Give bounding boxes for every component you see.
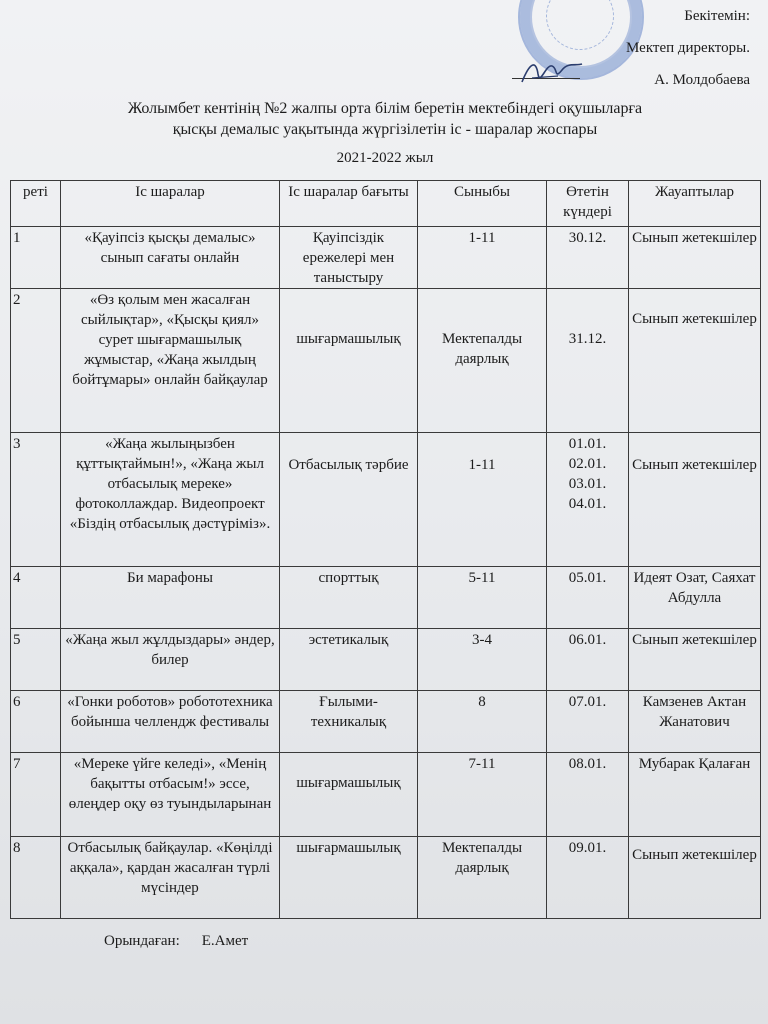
director-signature — [518, 56, 588, 88]
approval-heading: Бекітемін: — [684, 8, 750, 24]
row-num: 5 — [11, 629, 61, 691]
row-grade: 7-11 — [418, 753, 547, 837]
row-direction: Ғылыми-техникалық — [280, 691, 418, 753]
row-responsible: Сынып жетекшілер — [629, 433, 761, 567]
row-days: 31.12. — [547, 289, 629, 433]
executor-label: Орындаған: — [104, 933, 180, 949]
row-responsible: Идеят Озат, Саяхат Абдулла — [629, 567, 761, 629]
row-direction: шығармашылық — [280, 289, 418, 433]
row-direction: Отбасылық тәрбие — [280, 433, 418, 567]
approval-director-name: А. Молдобаева — [654, 72, 750, 88]
row-grade: Мектепалды даярлық — [418, 837, 547, 919]
row-days: 08.01. — [547, 753, 629, 837]
row-event: «Қауіпсіз қысқы демалыс» сынып сағаты онлайн — [61, 227, 280, 289]
row-grade: 8 — [418, 691, 547, 753]
row-num: 3 — [11, 433, 61, 567]
row-direction: шығармашылық — [280, 753, 418, 837]
table-row — [11, 433, 761, 567]
header-responsible: Жауаптылар — [629, 181, 761, 227]
row-num: 7 — [11, 753, 61, 837]
row-grade: 1-11 — [418, 227, 547, 289]
executor-name: Е.Амет — [201, 933, 249, 949]
table-header-row — [11, 181, 761, 227]
document-title — [60, 98, 710, 140]
row-event: Отбасылық байқаулар. «Көңілді аққала», қардан жасалған түрлі мүсіндер — [61, 837, 280, 919]
row-num: 6 — [11, 691, 61, 753]
header-direction: Іс шаралар бағыты — [280, 181, 418, 227]
table-row — [11, 567, 761, 629]
row-days: 30.12. — [547, 227, 629, 289]
row-event: «Жаңа жылыңызбен құттықтаймын!», «Жаңа жыл отбасылық мереке» фотоколлаждар. Видеопроект «Біздің отбасылық дәстүріміз». — [61, 433, 280, 567]
row-days: 06.01. — [547, 629, 629, 691]
row-grade: 3-4 — [418, 629, 547, 691]
row-direction: спорттық — [280, 567, 418, 629]
footer-executor — [104, 933, 248, 950]
row-responsible: Камзенев Актан Жанатович — [629, 691, 761, 753]
row-responsible: Сынып жетекшілер — [629, 837, 761, 919]
row-num: 2 — [11, 289, 61, 433]
table-row — [11, 289, 761, 433]
table-row — [11, 227, 761, 289]
row-grade: Мектепалды даярлық — [418, 289, 547, 433]
row-num: 8 — [11, 837, 61, 919]
title-line-2: қысқы демалыс уақытында жүргізілетін іс - шаралар жоспары — [172, 121, 598, 138]
table-row — [11, 753, 761, 837]
row-responsible: Сынып жетекшілер — [629, 227, 761, 289]
title-line-1: Жолымбет кентінің №2 жалпы орта білім беретін мектебіндегі оқушыларға — [127, 100, 643, 117]
table-row — [11, 629, 761, 691]
header-event: Іс шаралар — [61, 181, 280, 227]
row-days: 09.01. — [547, 837, 629, 919]
row-days: 07.01. — [547, 691, 629, 753]
row-responsible: Сынып жетекшілер — [629, 629, 761, 691]
row-event: «Өз қолым мен жасалған сыйлықтар», «Қысқы қиял» сурет шығармашылық жұмыстар, «Жаңа жылдың бойтұмары» онлайн байқаулар — [61, 289, 280, 433]
row-num: 4 — [11, 567, 61, 629]
row-responsible: Мубарак Қалаған — [629, 753, 761, 837]
row-days: 01.01. 02.01. 03.01. 04.01. — [547, 433, 629, 567]
row-event: «Жаңа жыл жұлдыздары» әндер, билер — [61, 629, 280, 691]
row-event: «Мереке үйге келеді», «Менің бақытты отбасым!» эссе, өлеңдер оқу өз туындыларынан — [61, 753, 280, 837]
table-row — [11, 691, 761, 753]
row-grade: 1-11 — [418, 433, 547, 567]
row-grade: 5-11 — [418, 567, 547, 629]
header-grade: Сыныбы — [418, 181, 547, 227]
header-num: реті — [11, 181, 61, 227]
row-event: «Гонки роботов» робототехника бойынша челлендж фестивалы — [61, 691, 280, 753]
row-event: Би марафоны — [61, 567, 280, 629]
row-days: 05.01. — [547, 567, 629, 629]
events-table — [10, 180, 761, 919]
row-direction: эстетикалық — [280, 629, 418, 691]
header-days: Өтетін күндері — [547, 181, 629, 227]
row-direction: Қауіпсіздік ережелері мен таныстыру — [280, 227, 418, 289]
academic-year: 2021-2022 жыл — [336, 150, 434, 166]
table-row — [11, 837, 761, 919]
row-direction: шығармашылық — [280, 837, 418, 919]
row-responsible: Сынып жетекшілер — [629, 289, 761, 433]
approval-position: Мектеп директоры. — [626, 40, 750, 56]
row-num: 1 — [11, 227, 61, 289]
